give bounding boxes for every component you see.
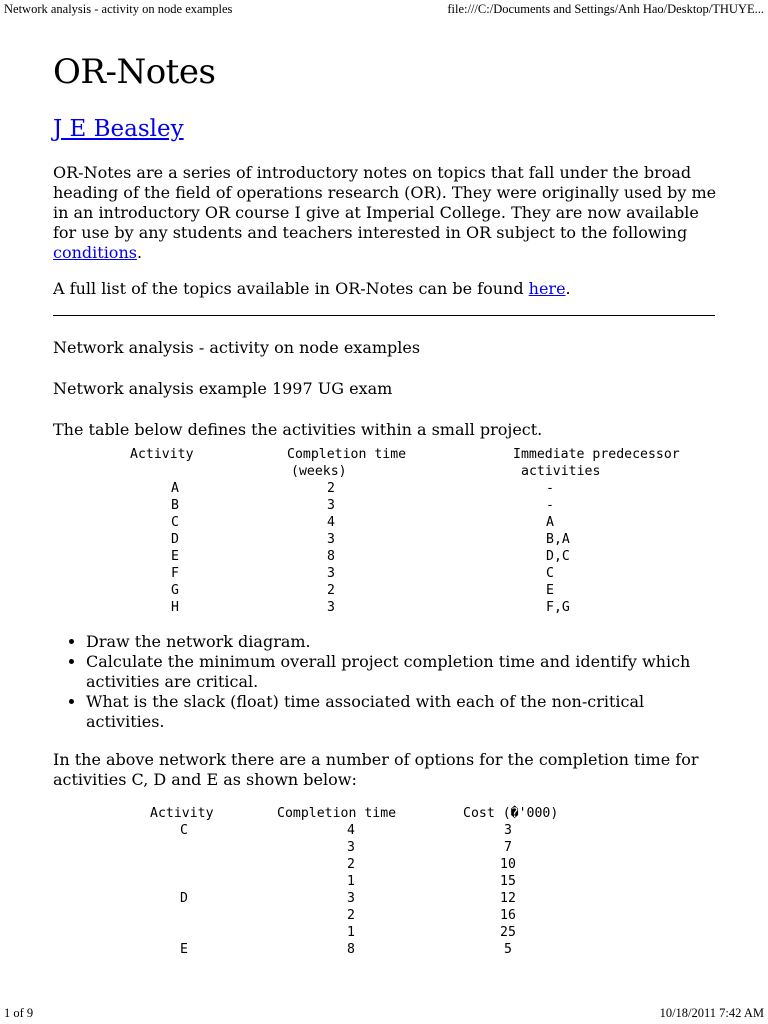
table-cell-cost: 3: [504, 823, 512, 838]
document-body: [53, 50, 718, 958]
table-cell-cost: 5: [504, 942, 512, 957]
author-link[interactable]: J E Beasley: [53, 116, 184, 142]
table-cell-cost: 16: [500, 908, 516, 923]
table-cell-time: 3: [327, 498, 335, 513]
table-cell-time: 1: [347, 874, 355, 889]
topics-paragraph: [53, 279, 718, 299]
task-item: • Draw the network diagram.: [86, 632, 718, 652]
table-header: Completion time: [287, 447, 407, 462]
table-cell-time: 1: [347, 925, 355, 940]
table-header: Immediate predecessor: [513, 447, 680, 462]
conditions-link[interactable]: conditions: [53, 243, 137, 262]
here-link[interactable]: here: [528, 279, 566, 298]
table-cell-time: 3: [347, 840, 355, 855]
activity-table: [53, 446, 718, 616]
table-cell-predecessor: D,C: [546, 549, 570, 564]
table-cell-activity: E: [171, 549, 179, 564]
table-cell-time: 2: [327, 481, 335, 496]
table-header: Activity: [150, 806, 214, 821]
print-footer: [0, 1004, 768, 1024]
table-cell-cost: 25: [500, 925, 516, 940]
table-cell-time: 3: [327, 566, 335, 581]
topics-end: .: [565, 279, 571, 298]
table-intro: The table below defines the activities within a small project.: [53, 420, 543, 439]
section-title: Network analysis - activity on node examples: [53, 338, 421, 357]
table-cell-cost: 7: [504, 840, 512, 855]
table-cell-activity: E: [180, 942, 188, 957]
table-header: Activity: [130, 447, 194, 462]
header-page-title: Network analysis - activity on node examples: [4, 2, 233, 16]
table-cell-cost: 15: [500, 874, 516, 889]
topics-text: A full list of the topics available in OR-Notes can be found: [53, 279, 529, 298]
table-cell-activity: C: [180, 823, 188, 838]
table-cell-time: 3: [327, 532, 335, 547]
table-cell-predecessor: -: [546, 481, 554, 496]
table-cell-time: 2: [347, 908, 355, 923]
table-cell-activity: F: [171, 566, 179, 581]
table-cell-predecessor: F,G: [546, 600, 570, 615]
intro-text: OR-Notes are a series of introductory notes on topics that fall under the broad heading of the field of operations research (OR). They were originally used by me in an introductory OR course I give at Imperial College. They are now available for use by any students and teachers interested in OR subject to the following: [53, 163, 717, 242]
table-header: Completion time: [277, 806, 397, 821]
table-cell-cost: 12: [500, 891, 516, 906]
table-cell-time: 8: [347, 942, 355, 957]
table-cell-time: 3: [347, 891, 355, 906]
print-header: [0, 0, 768, 20]
table-cell-predecessor: A: [546, 515, 554, 530]
task-list: [53, 632, 718, 732]
table-cell-activity: C: [171, 515, 179, 530]
table-cell-time: 8: [327, 549, 335, 564]
table-cell-predecessor: C: [546, 566, 554, 581]
table-header: activities: [521, 464, 601, 479]
table-header: (weeks): [291, 464, 347, 479]
divider: [53, 315, 715, 316]
task-item: • What is the slack (float) time associated with each of the non-critical activities.: [86, 692, 718, 732]
intro-end: .: [136, 243, 143, 262]
table-cell-time: 2: [347, 857, 355, 872]
table-cell-activity: D: [171, 532, 179, 547]
table-cell-predecessor: -: [546, 498, 554, 513]
table-cell-time: 4: [327, 515, 335, 530]
example-title: Network analysis example 1997 UG exam: [53, 379, 393, 398]
header-file-path: file:///C:/Documents and Settings/Anh Hao/Desktop/THUYE...: [447, 2, 764, 16]
table-cell-time: 4: [347, 823, 355, 838]
task-item: • Calculate the minimum overall project completion time and identify which activities are critical.: [86, 652, 718, 692]
cost-table: [53, 805, 718, 958]
table-cell-cost: 10: [500, 857, 516, 872]
table-cell-predecessor: E: [546, 583, 554, 598]
table-cell-activity: A: [171, 481, 179, 496]
print-timestamp: 10/18/2011 7:42 AM: [659, 1006, 764, 1020]
page-title: OR-Notes: [53, 52, 216, 92]
table-cell-time: 2: [327, 583, 335, 598]
table-cell-activity: D: [180, 891, 188, 906]
table-cell-predecessor: B,A: [546, 532, 570, 547]
table-cell-time: 3: [327, 600, 335, 615]
table-cell-activity: B: [171, 498, 179, 513]
table-cell-activity: G: [171, 583, 179, 598]
page-counter: 1 of 9: [4, 1006, 34, 1020]
intro-paragraph: [53, 163, 718, 263]
options-paragraph: In the above network there are a number of options for the completion time for activities C, D and E as shown below:: [53, 750, 699, 789]
author-heading: [53, 114, 718, 144]
table-header: Cost (�'000): [463, 806, 559, 821]
table-cell-activity: H: [171, 600, 179, 615]
